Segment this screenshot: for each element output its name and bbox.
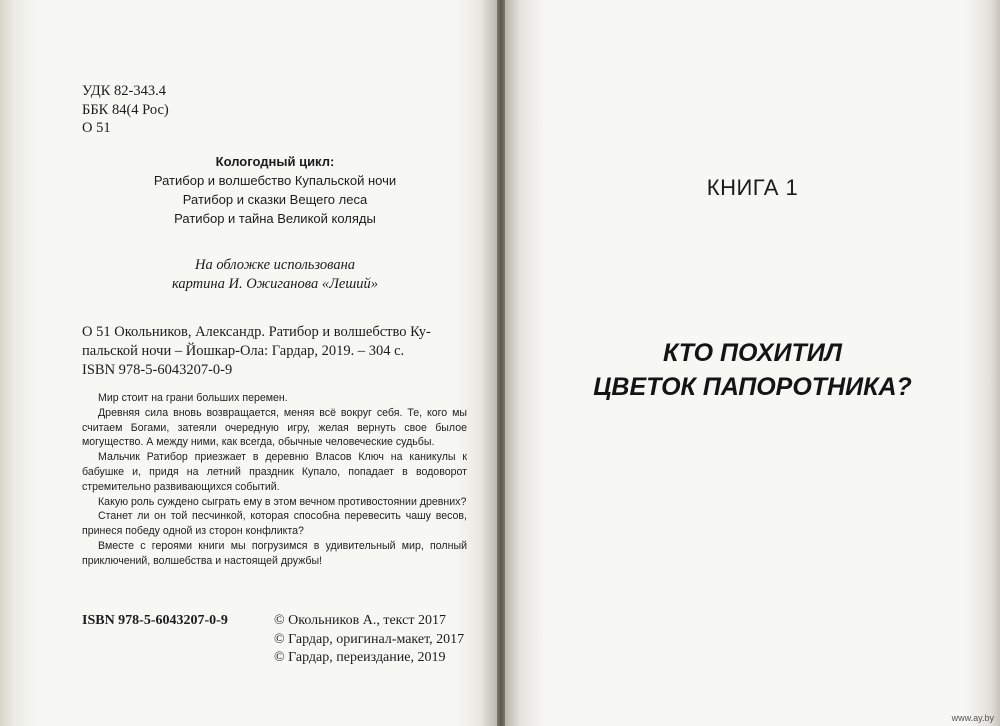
author-mark: О 51 xyxy=(82,120,111,136)
copyright-list xyxy=(274,612,464,668)
bibliographic-record xyxy=(82,323,482,380)
cover-credit xyxy=(82,256,468,294)
book-title-line: ЦВЕТОК ПАПОРОТНИКА? xyxy=(593,373,912,401)
classification-codes xyxy=(82,82,169,138)
copyright-line: © Гардар, оригинал-макет, 2017 xyxy=(274,631,465,647)
series-item: Ратибор и волшебство Купальской ночи xyxy=(153,173,397,188)
left-page xyxy=(0,0,497,726)
annotation-paragraph: Вместе с героями книги мы погрузимся в удивительный мир, полный приключений, волшебства и настоящей дружбы! xyxy=(82,539,467,567)
watermark: www.ay.by xyxy=(951,713,994,723)
book-title xyxy=(505,336,1000,404)
biblio-isbn: ISBN 978-5-6043207-0-9 xyxy=(82,362,233,378)
right-page xyxy=(505,0,1000,726)
book-gutter xyxy=(497,0,505,726)
book-number-label: КНИГА 1 xyxy=(706,175,799,200)
annotation-paragraph: Мир стоит на грани больших перемен. xyxy=(98,392,288,404)
biblio-line: О 51 Окольников, Александр. Ратибор и волшебство Ку- xyxy=(82,324,431,340)
annotation-paragraph: Мальчик Ратибор приезжает в деревню Власов Ключ на каникулы к бабушке и, придя на летний праздник Купало, попадает в водоворот стремительно развивающихся событий. xyxy=(82,451,467,493)
annotation xyxy=(82,391,467,569)
cover-credit-line: На обложке использована xyxy=(194,257,356,273)
annotation-paragraph: Станет ли он той песчинкой, которая способна перевесить чашу весов, принеся победу одной из сторон конфликта? xyxy=(82,510,467,538)
series-item: Ратибор и тайна Великой коляды xyxy=(174,211,376,226)
cover-credit-line: картина И. Ожиганова «Леший» xyxy=(171,276,379,292)
imprint-isbn: ISBN 978-5-6043207-0-9 xyxy=(82,613,228,628)
series-block xyxy=(82,152,468,228)
annotation-paragraph: Древняя сила вновь возвращается, меняя всё вокруг себя. Те, кого мы считаем Богами, затеяли очередную игру, желая вернуть свое былое могущество. А между ними, как всегда, обычные человеческие судьбы. xyxy=(82,406,467,449)
bbk-code: ББК 84(4 Рос) xyxy=(82,101,169,118)
copyright-line: © Окольников А., текст 2017 xyxy=(274,613,446,628)
biblio-line: пальской ночи – Йошкар-Ола: Гардар, 2019. – 304 с. xyxy=(82,343,405,359)
copyright-line: © Гардар, переиздание, 2019 xyxy=(274,650,446,665)
series-title: Кологодный цикл: xyxy=(215,154,335,169)
series-item: Ратибор и сказки Вещего леса xyxy=(182,192,368,207)
annotation-paragraph: Какую роль суждено сыграть ему в этом вечном противостоянии древних? xyxy=(98,495,467,508)
udk-code: УДК 82-343.4 xyxy=(82,83,166,99)
book-title-line: КТО ПОХИТИЛ xyxy=(663,339,842,367)
